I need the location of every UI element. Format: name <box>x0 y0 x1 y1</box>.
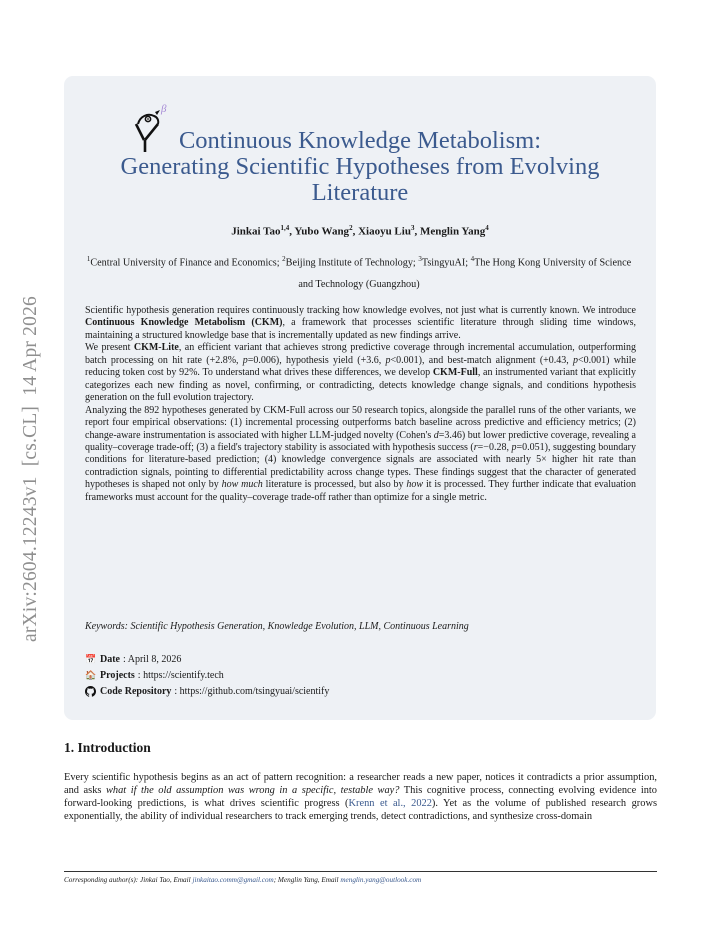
author-name: Yubo Wang <box>294 225 350 238</box>
repo-label: Code Repository <box>100 685 172 697</box>
affiliations <box>84 248 634 296</box>
author-affil-mark: 1,4 <box>280 224 290 232</box>
author-name: Menglin Yang <box>419 225 486 238</box>
footnote-rule <box>64 871 657 872</box>
logo-superscript: β <box>161 103 167 115</box>
affil-mark: 3 <box>418 255 422 263</box>
author-name: Xiaoyu Liu <box>358 225 411 238</box>
projects-row <box>85 668 329 684</box>
affil-mark: 1 <box>86 255 91 263</box>
date-value: : April 8, 2026 <box>123 654 182 665</box>
abstract-paragraph: We present CKM-Lite, an efficient variant that achieves strong predictive coverage through incremental accumulation, outperforming batch processing on hit rate (+2.8%, p=0.006), hypothesis yield (+3.6, p<0.001), and best-match alignment (+0.43, p<0.001) while reducing token cost by 92%. To understand what drives these differences, we develop CKM-Full, an instrumented variant that explicitly categorizes each new finding as novel, confirming, or contradicting, detects knowledge change signals, and conditions hypothesis generation on the full evolution trajectory. <box>85 342 636 404</box>
citation-link[interactable]: Krenn et al., 2022 <box>348 798 432 809</box>
paper-title <box>64 128 656 206</box>
projects-link[interactable]: : https://scientify.tech <box>137 669 224 681</box>
author-affil-mark: 3 <box>410 224 415 232</box>
intro-paragraph: Every scientific hypothesis begins as an act of pattern recognition: a researcher reads a new paper, notices it contradicts a prior assumption, and asks what if the old assumption was wrong in a specific, testable way? This cognitive process, connecting evolving evidence into forward-looking predictions, is what drives scientific progress (Krenn et al., 2022). Yet as the volume of published research grows exponentially, the ability of individual researchers to track emerging trends, detect contradictions, and synthesize cross-domain <box>64 772 657 822</box>
repo-link[interactable]: : https://github.com/tsingyuai/scientify <box>174 685 330 697</box>
affil-mark: 4 <box>470 255 475 263</box>
abstract-paragraph: Analyzing the 892 hypotheses generated by CKM-Full across our 50 research topics, alongside the parallel runs of the other variants, we report four empirical observations: (1) incremental processing outperforms batch baseline across predictive and efficiency metrics; (2) change-aware instrumentation is associated with higher LLM-judged novelty (Cohen's d=3.46) but lower predictive coverage, revealing a quality–coverage trade-off; (3) a field's trajectory stability is associated with hypothesis success (r=−0.28, p=0.051), suggesting boundary conditions for literature-based prediction; (4) knowledge convergence signals are associated with nearly 5× higher hit rate than contradiction signals, pointing to differential predictability across change types. These findings suggest that the character of generated hypotheses is shaped not only by how much literature is processed, but also by how it is processed. They further indicate that evaluation frameworks must account for the quality–coverage trade-off rather than optimize for a single metric. <box>85 404 637 503</box>
section-heading: 1. Introduction <box>64 740 151 755</box>
title-line: Literature <box>311 179 409 206</box>
github-icon <box>85 686 96 697</box>
paper-metadata <box>85 652 329 699</box>
author-affil-mark: 2 <box>349 224 353 232</box>
title-line: Generating Scientific Hypotheses from Evolving <box>120 153 600 180</box>
arxiv-identifier: arXiv:2604.12243v1 [cs.CL] 14 Apr 2026 <box>20 296 41 642</box>
home-icon: 🏠 <box>85 670 97 681</box>
abstract <box>85 305 636 504</box>
author-affil-mark: 4 <box>485 224 489 232</box>
author-name: Jinkai Tao <box>231 225 281 238</box>
date-label: Date <box>100 654 120 665</box>
email-link[interactable]: jinkaitao.comm@gmail.com <box>192 876 274 884</box>
abstract-paragraph: Scientific hypothesis generation requires continuously tracking how knowledge evolves, not just what is currently known. We introduce Continuous Knowledge Metabolism (CKM), a framework that processes scientific literature through sliding time windows, maintaining a structured knowledge base that is incrementally updated as new findings arrive. <box>85 305 636 341</box>
affiliation: TsingyuAI; <box>421 257 469 269</box>
email-link[interactable]: menglin.yang@outlook.com <box>340 876 422 884</box>
affiliation: Central University of Finance and Economics; <box>90 257 280 269</box>
author-list: Jinkai Tao$^{1,4}$, Yubo Wang$^2$, Xiaoyu Liu$^3$, Menglin Yang$^4$ <box>231 224 489 238</box>
introduction-body <box>64 771 657 823</box>
calendar-icon: 📅 <box>85 654 97 665</box>
repo-row <box>85 684 329 700</box>
affiliation: The Hong Kong University of Science and Technology (Guangzhou) <box>298 257 632 291</box>
projects-label: Projects <box>100 669 135 681</box>
date-row <box>85 652 329 668</box>
title-line: Continuous Knowledge Metabolism: <box>178 127 542 154</box>
keywords: Keywords: Scientific Hypothesis Generation, Knowledge Evolution, LLM, Continuous Learning <box>85 621 469 632</box>
footnote: Corresponding author(s): Jinkai Tao, Email jinkaitao.comm@gmail.com; Menglin Yang, Email menglin.yang@outlook.com <box>64 876 422 884</box>
affil-mark: 2 <box>282 255 286 263</box>
affiliation: Beijing Institute of Technology; <box>285 257 416 269</box>
